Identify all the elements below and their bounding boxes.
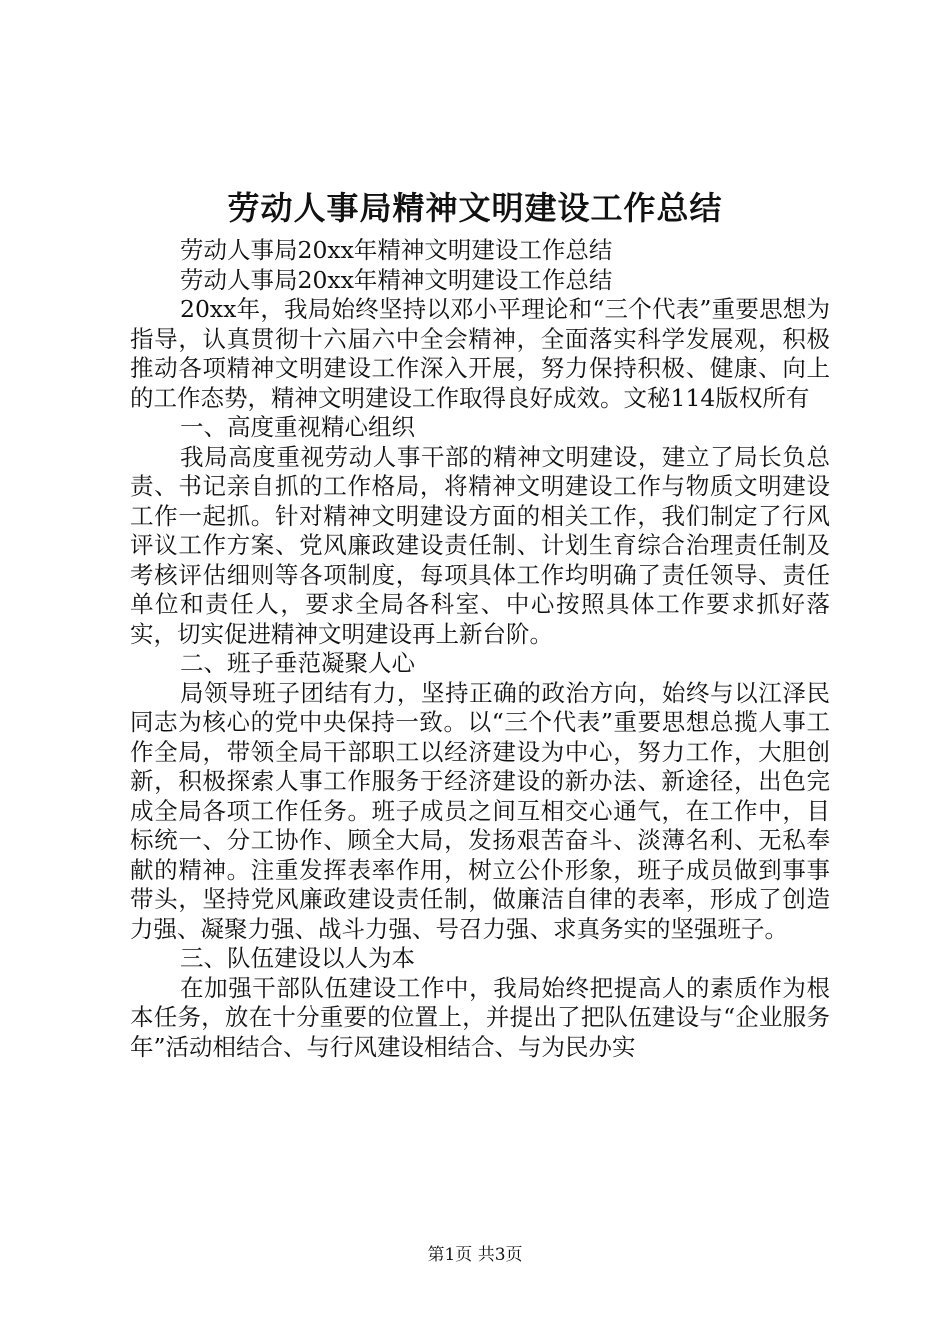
section-heading-2: 二、班子垂范凝聚人心 [180,649,415,677]
section-heading-3: 三、队伍建设以人为本 [180,944,415,972]
document-title: 劳动人事局精神文明建设工作总结 [227,189,723,227]
page-number-footer: 第1页 共3页 [427,1245,523,1265]
section-paragraph-3: 在加强干部队伍建设工作中，我局始终把提高人的素质作为根本任务，放在十分重要的位置上，并提出了把队伍建设与“企业服务年”活动相结合、与行风建设相结合、与为民办实 [130,973,830,1061]
document-body [130,236,830,1062]
section-paragraph-1: 我局高度重视劳动人事干部的精神文明建设，建立了局长负总责、书记亲自抓的工作格局，将精神文明建设工作与物质文明建设工作一起抓。针对精神文明建设方面的相关工作，我们制定了行风评议工作方案、党风廉政建设责任制、计划生育综合治理责任制及考核评估细则等各项制度，每项具体工作均明确了责任领导、责任单位和责任人，要求全局各科室、中心按照具体工作要求抓好落实，切实促进精神文明建设再上新台阶。 [130,442,830,648]
subtitle-line-1: 劳动人事局20xx年精神文明建设工作总结 [180,236,613,264]
section-paragraph-2: 局领导班子团结有力，坚持正确的政治方向，始终与以江泽民同志为核心的党中央保持一致。以“三个代表”重要思想总揽人事工作全局，带领全局干部职工以经济建设为中心，努力工作，大胆创新，积极探索人事工作服务于经济建设的新办法、新途径，出色完成全局各项工作任务。班子成员之间互相交心通气，在工作中，目标统一、分工协作、顾全大局，发扬艰苦奋斗、淡薄名利、无私奉献的精神。注重发挥表率作用，树立公仆形象，班子成员做到事事带头，坚持党风廉政建设责任制，做廉洁自律的表率，形成了创造力强、凝聚力强、战斗力强、号召力强、求真务实的坚强班子。 [130,678,830,943]
subtitle-line-2: 劳动人事局20xx年精神文明建设工作总结 [180,265,613,294]
section-heading-1: 一、高度重视精心组织 [180,413,415,441]
intro-paragraph: 20xx年，我局始终坚持以邓小平理论和“三个代表”重要思想为指导，认真贯彻十六届六中全会精神，全面落实科学发展观，积极推动各项精神文明建设工作深入开展，努力保持积极、健康、向上的工作态势，精神文明建设工作取得良好成效。文秘114版权所有 [130,295,830,412]
